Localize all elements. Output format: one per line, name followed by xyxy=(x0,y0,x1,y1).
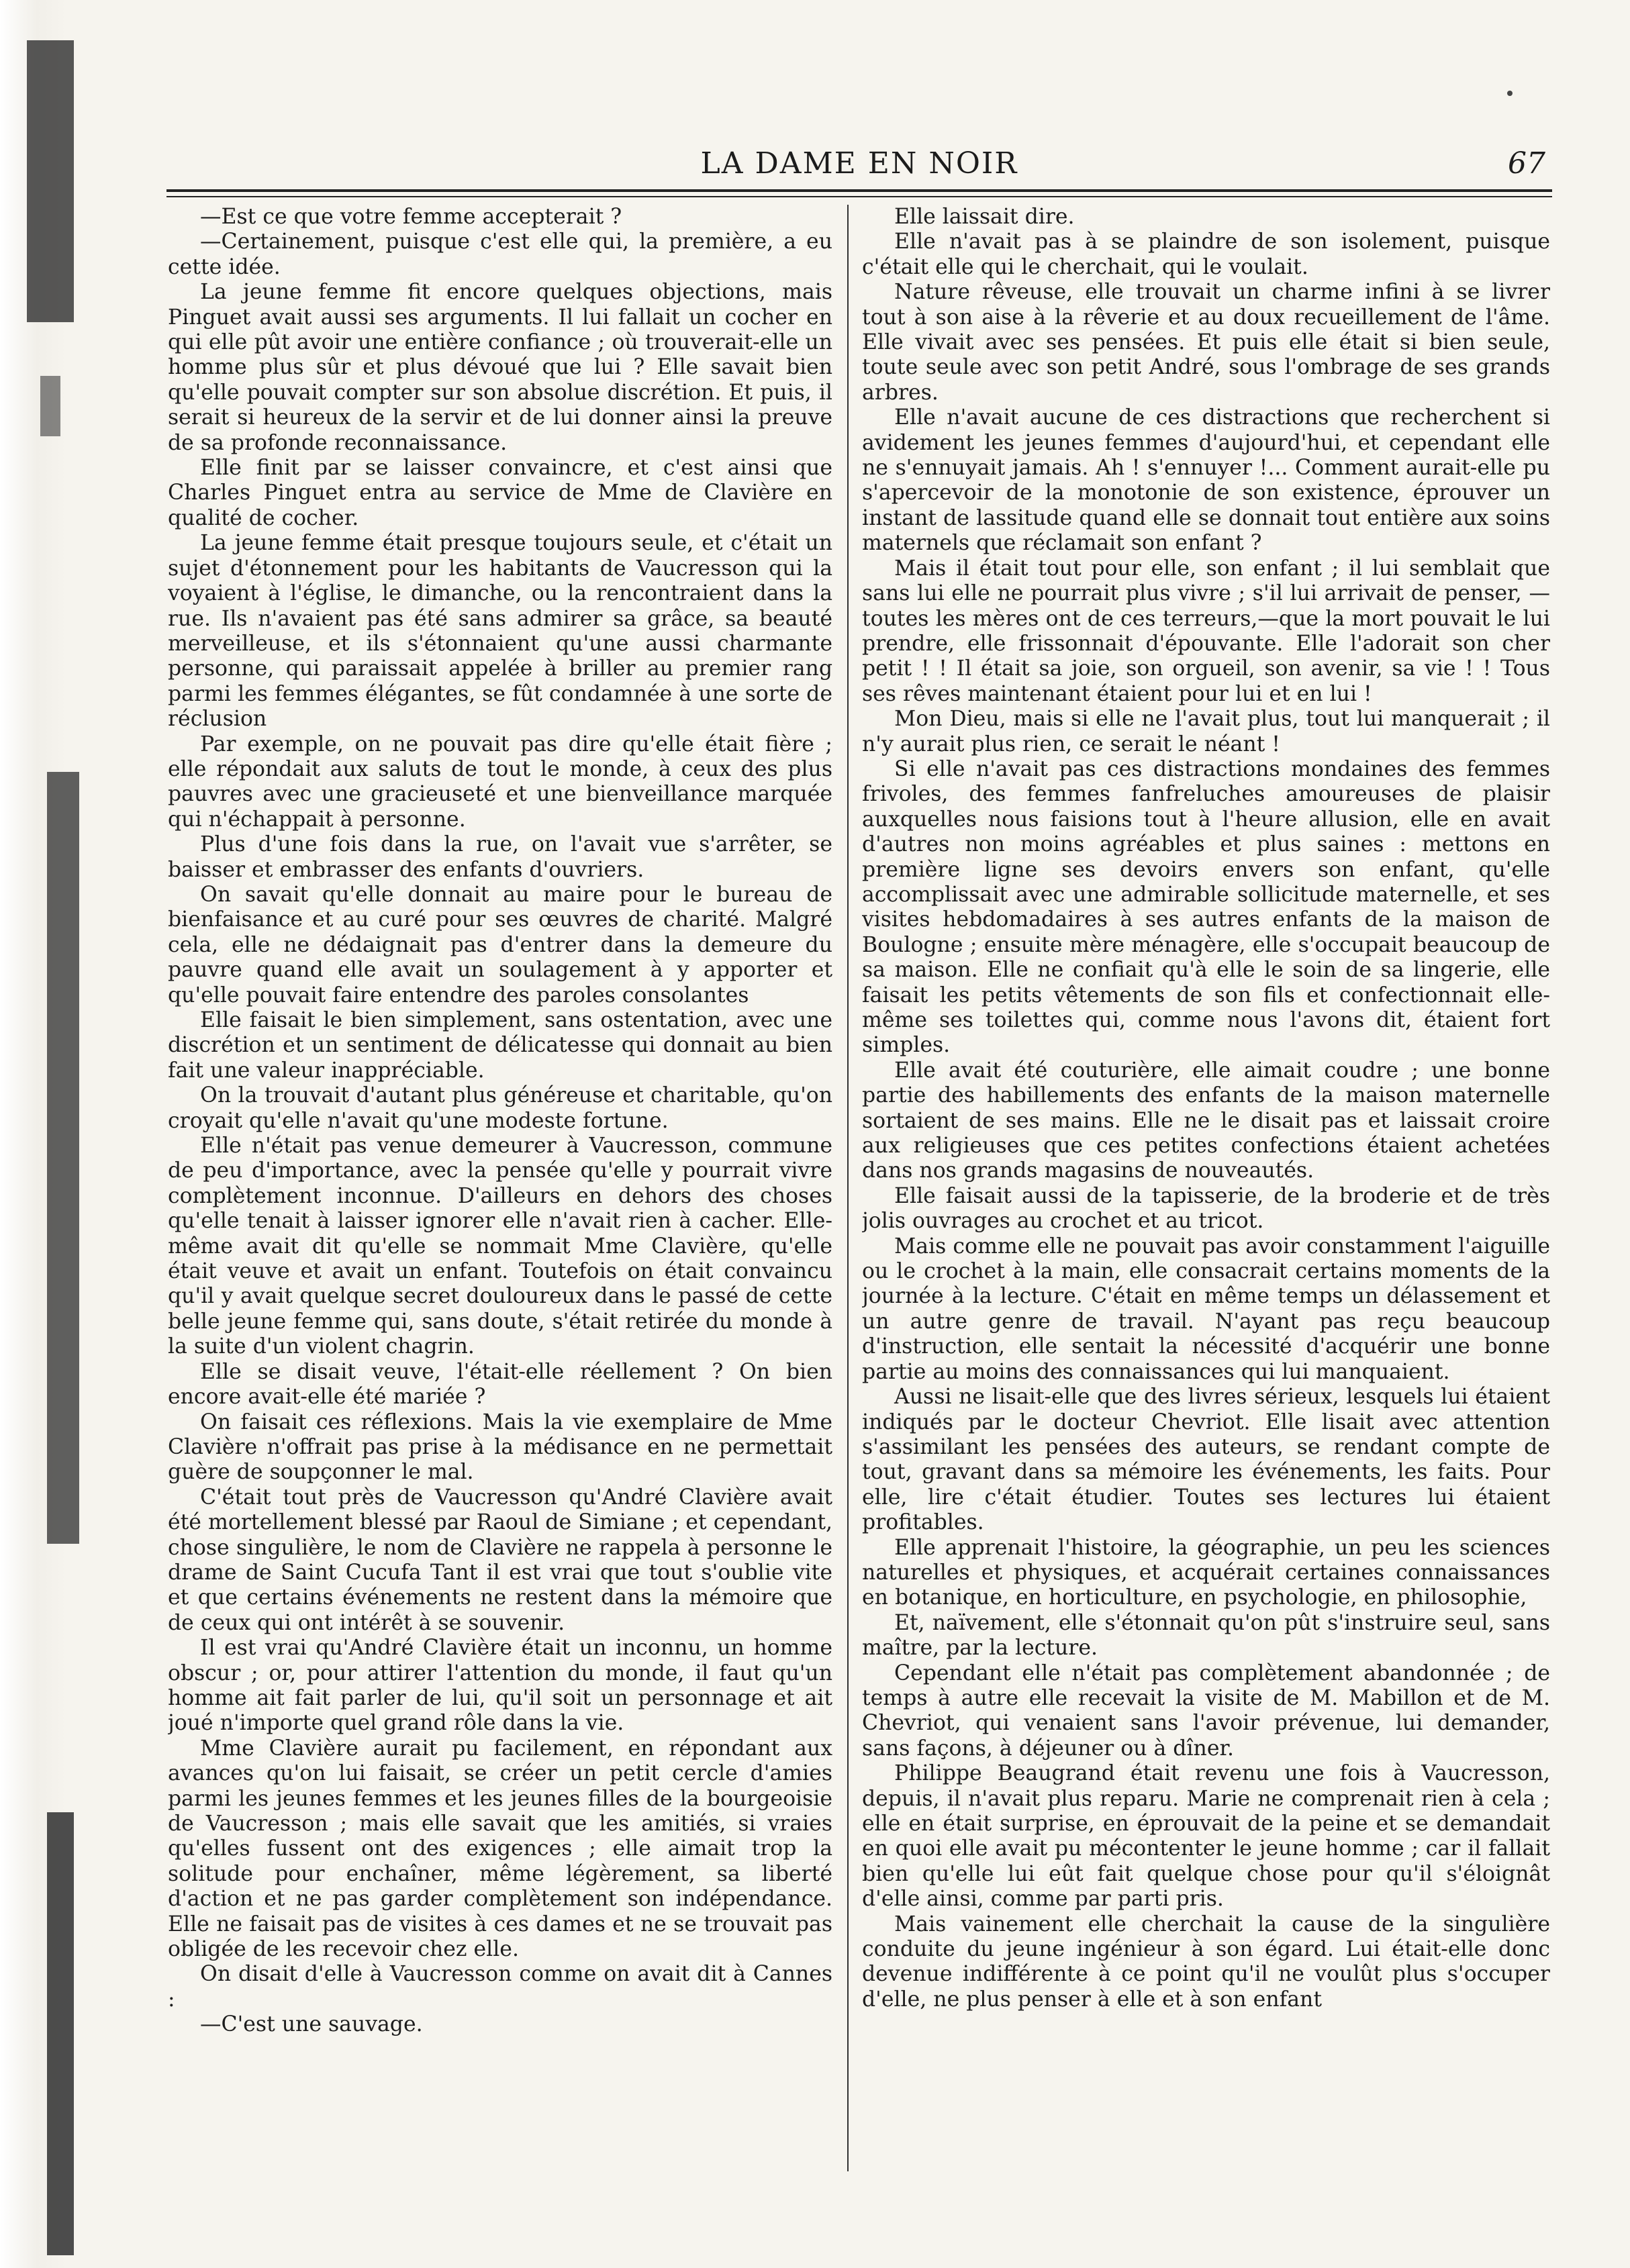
paragraph: Et, naïvement, elle s'étonnait qu'on pût s'instruire seul, sans maître, par la lecture. xyxy=(862,1610,1550,1661)
paragraph: Elle n'avait pas à se plaindre de son isolement, puisque c'était elle qui le cherchait, qui le voulait. xyxy=(862,230,1550,279)
paragraph: Philippe Beaugrand était revenu une fois à Vaucresson, depuis, il n'avait plus reparu. Marie ne comprenait rien à cela ; elle en était surprise, en éprouvait de la peine et se demandait en quoi elle avait pu mécontenter le jeune homme ; car il fallait bien qu'elle lui eût fait quelque chose pour qu'il s'éloignât d'elle ainsi, comme par parti pris. xyxy=(862,1761,1550,1912)
scan-shadow xyxy=(40,376,60,436)
column-rule xyxy=(847,205,849,2171)
left-column xyxy=(168,205,832,2185)
paragraph: —Est ce que votre femme accepterait ? xyxy=(200,205,622,229)
paragraph: Elle n'était pas venue demeurer à Vaucresson, commune de peu d'importance, avec la pensée qu'elle y pourrait vivre complètement inconnue. D'ailleurs en dehors des choses qu'elle tenait à laisser ignorer elle n'avait rien à cacher. Elle-même avait dit qu'elle se nommait Mme Clavière, qu'elle était veuve et avait un enfant. Toutefois on était convaincu qu'il y avait quelque secret douloureux dans le passé de cette belle jeune femme qui, sans doute, s'était retirée du monde à la suite d'un violent chagrin. xyxy=(168,1134,832,1359)
paragraph: Nature rêveuse, elle trouvait un charme infini à se livrer tout à son aise à la rêverie et au doux recueillement de l'âme. Elle vivait avec ses pensées. Et puis elle était si bien seule, toute seule avec son petit André, sous l'ombrage de ses grands arbres. xyxy=(862,280,1550,405)
scan-shadow xyxy=(47,772,79,1544)
paragraph: Mais comme elle ne pouvait pas avoir constamment l'aiguille ou le crochet à la main, elle consacrait certains moments de la journée à la lecture. C'était en même temps un délassement et un autre genre de travail. N'ayant pas reçu beaucoup d'instruction, elle sentait la nécessité d'acquérir une bonne partie au moins des connaissances qui lui manquaient. xyxy=(862,1234,1550,1384)
paragraph: Elle faisait aussi de la tapisserie, de la broderie et de très jolis ouvrages au crochet et au tricot. xyxy=(862,1183,1550,1234)
paragraph: La jeune femme était presque toujours seule, et c'était un sujet d'étonnement pour les habitants de Vaucresson qui la voyaient à l'église, le dimanche, ou la rencontraient dans la rue. Ils n'avaient pas été sans admirer sa grâce, sa beauté merveilleuse, et ils s'étonnaient qu'une aussi charmante personne, qui paraissait appelée à briller au premier rang parmi les femmes élégantes, se fût condamnée à une sorte de réclusion xyxy=(168,531,832,732)
paragraph: Cependant elle n'était pas complètement abandonnée ; de temps à autre elle recevait la visite de M. Mabillon et de M. Chevriot, qui venaient sans l'avoir prévenue, lui demander, sans façons, à déjeuner ou à dîner. xyxy=(862,1661,1550,1761)
paragraph: Elle n'avait aucune de ces distractions que recherchent si avidement les jeunes femmes d'aujourd'hui, et cependant elle ne s'ennuyait jamais. Ah ! s'ennuyer !... Comment aurait-elle pu s'apercevoir de la monotonie de son existence, éprouver un instant de lassitude quand elle se donnait tout entière aux soins maternels que réclamait son enfant ? xyxy=(862,405,1550,556)
paragraph: On disait d'elle à Vaucresson comme on avait dit à Cannes : xyxy=(168,1962,832,2012)
header-rule xyxy=(166,196,1552,197)
paragraph: Si elle n'avait pas ces distractions mondaines des femmes frivoles, des femmes fanfreluches amoureuses de plaisir auxquelles nous faisions tout à l'heure allusion, elle en avait d'autres non moins agréables et plus saines : mettons en première ligne ses devoirs envers son enfant, qu'elle accomplissait avec une admirable sollicitude maternelle, et ses visites hebdomadaires à ses autres enfants de la maison de Boulogne ; ensuite mère ménagère, elle s'occupait beaucoup de sa maison. Elle ne confiait qu'à elle le soin de sa lingerie, elle faisait les petits vêtements de son fils et confectionnait elle-même ses toilettes qui, comme nous l'avons dit, étaient fort simples. xyxy=(862,756,1550,1058)
paragraph: Elle se disait veuve, l'était-elle réellement ? On bien encore avait-elle été mariée ? xyxy=(168,1359,832,1410)
paragraph: On faisait ces réflexions. Mais la vie exemplaire de Mme Clavière n'offrait pas prise à la médisance en ne permettait guère de soupçonner le mal. xyxy=(168,1410,832,1485)
right-column xyxy=(862,205,1550,2185)
paragraph: Mon Dieu, mais si elle ne l'avait plus, tout lui manquerait ; il n'y aurait plus rien, ce serait le néant ! xyxy=(862,707,1550,756)
paragraph: On la trouvait d'autant plus généreuse et charitable, qu'on croyait qu'elle n'avait qu'une modeste fortune. xyxy=(168,1083,832,1133)
page-header xyxy=(168,146,1551,187)
paragraph: Plus d'une fois dans la rue, on l'avait vue s'arrêter, se baisser et embrasser des enfants d'ouvriers. xyxy=(168,832,832,882)
paragraph: —C'est une sauvage. xyxy=(200,2012,423,2037)
paragraph: La jeune femme fit encore quelques objections, mais Pinguet avait aussi ses arguments. Il lui fallait un cocher en qui elle pût avoir une entière confiance ; où trouverait-elle un homme plus sûr et plus dévoué que lui ? Elle savait bien qu'elle pouvait compter sur son absolue discrétion. Et puis, il serait si heureux de la servir et de lui donner ainsi la preuve de sa profonde reconnaissance. xyxy=(168,280,832,455)
paragraph: On savait qu'elle donnait au maire pour le bureau de bienfaisance et au curé pour ses œuvres de charité. Malgré cela, elle ne dédaignait pas d'entrer dans la demeure du pauvre quand elle avait un soulagement à y apporter et qu'elle pouvait faire entendre des paroles consolantes xyxy=(168,882,832,1007)
paragraph: Mais il était tout pour elle, son enfant ; il lui semblait que sans lui elle ne pourrait plus vivre ; s'il lui arrivait de penser, —toutes les mères ont de ces terreurs,—que la mort pouvait le lui prendre, elle frissonnait d'épouvante. Elle l'adorait son cher petit ! ! Il était sa joie, son orgueil, son avenir, sa vie ! ! Tous ses rêves maintenant étaient pour lui et en lui ! xyxy=(862,556,1550,706)
paragraph: Par exemple, on ne pouvait pas dire qu'elle était fière ; elle répondait aux saluts de tout le monde, à ceux des plus pauvres avec une gracieuseté et une bienveillance marquée qui n'échappait à personne. xyxy=(168,732,832,832)
paragraph: Il est vrai qu'André Clavière était un inconnu, un homme obscur ; or, pour attirer l'attention du monde, il faut qu'un homme ait fait parler de lui, qu'il soit un personnage et ait joué n'importe quel grand rôle dans la vie. xyxy=(168,1636,832,1736)
header-rule xyxy=(166,189,1552,192)
paragraph: C'était tout près de Vaucresson qu'André Clavière avait été mortellement blessé par Raoul de Simiane ; et cependant, chose singulière, le nom de Clavière ne rappela à personne le drame de Saint Cucufa Tant il est vrai que tout s'oublie vite et que certains événements ne restent dans la mémoire que de ceux qui ont intérêt à se souvenir. xyxy=(168,1485,832,1635)
paragraph: Elle laissait dire. xyxy=(894,205,1075,229)
scan-shadow xyxy=(47,1812,74,2255)
paragraph: Elle finit par se laisser convaincre, et c'est ainsi que Charles Pinguet entra au service de Mme de Clavière en qualité de cocher. xyxy=(168,456,832,530)
scan-shadow xyxy=(27,40,74,322)
paragraph: —Certainement, puisque c'est elle qui, la première, a eu cette idée. xyxy=(168,230,832,279)
paragraph: Mme Clavière aurait pu facilement, en répondant aux avances qu'on lui faisait, se créer un petit cercle d'amies parmi les jeunes femmes et les jeunes filles de la bourgeoisie de Vaucresson ; mais elle savait que les amitiés, si vraies qu'elles fussent ont des exigences ; elle aimait trop la solitude pour enchaîner, même légèrement, sa liberté d'action et ne pas garder complètement son indépendance. Elle ne faisait pas de visites à ces dames et ne se trouvait pas obligée de les recevoir chez elle. xyxy=(168,1736,832,1962)
paragraph: Elle apprenait l'histoire, la géographie, un peu les sciences naturelles et physiques, et acquérait certaines connaissances en botanique, en horticulture, en psychologie, en philosophie, xyxy=(862,1535,1550,1610)
paragraph: Elle faisait le bien simplement, sans ostentation, avec une discrétion et un sentiment de délicatesse qui donnait au bien fait une valeur inappréciable. xyxy=(168,1008,832,1083)
paragraph: Elle avait été couturière, elle aimait coudre ; une bonne partie des habillements des enfants de la maison maternelle sortaient de ses mains. Elle ne le disait pas et laissait croire aux religieuses que ces petites confections étaient achetées dans nos grands magasins de nouveautés. xyxy=(862,1058,1550,1183)
scan-speck xyxy=(1507,91,1513,96)
page-number: 67 xyxy=(1508,146,1545,181)
running-title: LA DAME EN NOIR xyxy=(700,146,1018,181)
paragraph: Mais vainement elle cherchait la cause de la singulière conduite du jeune ingénieur à son égard. Lui était-elle donc devenue indifférente à ce point qu'il ne voulût plus s'occuper d'elle, ne plus penser à elle et à son enfant xyxy=(862,1912,1550,2012)
paragraph: Aussi ne lisait-elle que des livres sérieux, lesquels lui étaient indiqués par le docteur Chevriot. Elle lisait avec attention s'assimilant les pensées des auteurs, se rendant compte de tout, gravant dans sa mémoire les événements, les faits. Pour elle, lire c'était étudier. Toutes ses lectures lui étaient profitables. xyxy=(862,1385,1550,1535)
